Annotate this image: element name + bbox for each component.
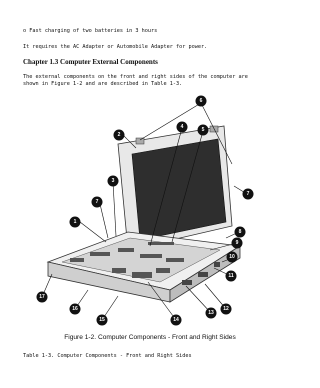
callout-14 — [171, 315, 182, 326]
intro-line-2: shown in Figure 1-2 and are described in Table 1-3. — [23, 81, 183, 87]
callout-4 — [177, 122, 188, 133]
callout-2 — [114, 130, 125, 141]
callout-11 — [226, 271, 237, 282]
callout-3 — [108, 176, 119, 187]
svg-text:8: 8 — [238, 229, 242, 235]
right-port-1 — [182, 280, 192, 285]
svg-text:17: 17 — [39, 294, 45, 300]
lid-latch-left — [136, 138, 144, 144]
right-port-3 — [214, 262, 220, 267]
chapter-heading: Chapter 1.3 Computer External Components — [23, 58, 158, 66]
svg-text:16: 16 — [72, 306, 78, 312]
svg-text:10: 10 — [229, 254, 235, 260]
svg-text:5: 5 — [201, 127, 205, 133]
svg-text:15: 15 — [99, 317, 105, 323]
callout-8 — [235, 227, 246, 238]
callout-9 — [232, 238, 243, 249]
laptop-screen — [132, 139, 226, 240]
svg-text:7: 7 — [95, 199, 99, 205]
svg-text:14: 14 — [173, 317, 179, 323]
svg-text:1: 1 — [73, 219, 77, 225]
callout-17 — [37, 292, 48, 303]
intro-line-1: The external components on the front and right sides of the computer are — [23, 74, 248, 80]
adapter-line: It requires the AC Adapter or Automobile Adapter for power. — [23, 44, 208, 50]
callout-1 — [70, 217, 81, 228]
callout-7b — [243, 189, 254, 200]
svg-text:4: 4 — [180, 124, 184, 130]
svg-text:3: 3 — [111, 178, 115, 184]
svg-text:11: 11 — [228, 273, 234, 279]
svg-text:9: 9 — [235, 240, 239, 246]
callout-16 — [70, 304, 81, 315]
svg-text:13: 13 — [208, 310, 214, 316]
callout-6 — [196, 96, 207, 107]
bullet-line: o Fast charging of two batteries in 3 hours — [23, 28, 158, 34]
svg-text:7: 7 — [246, 191, 250, 197]
figure-caption: Figure 1-2. Computer Components - Front and Right Sides — [64, 334, 236, 341]
svg-text:2: 2 — [117, 132, 121, 138]
callout-10 — [227, 252, 238, 263]
callout-12 — [221, 304, 232, 315]
right-port-2 — [198, 272, 208, 277]
svg-text:6: 6 — [199, 98, 203, 104]
callout-7a — [92, 197, 103, 208]
callout-5 — [198, 125, 209, 136]
svg-text:12: 12 — [223, 306, 229, 312]
table-title: Table 1-3. Computer Components - Front and Right Sides — [23, 353, 192, 359]
callout-13 — [206, 308, 217, 319]
callout-15 — [97, 315, 108, 326]
